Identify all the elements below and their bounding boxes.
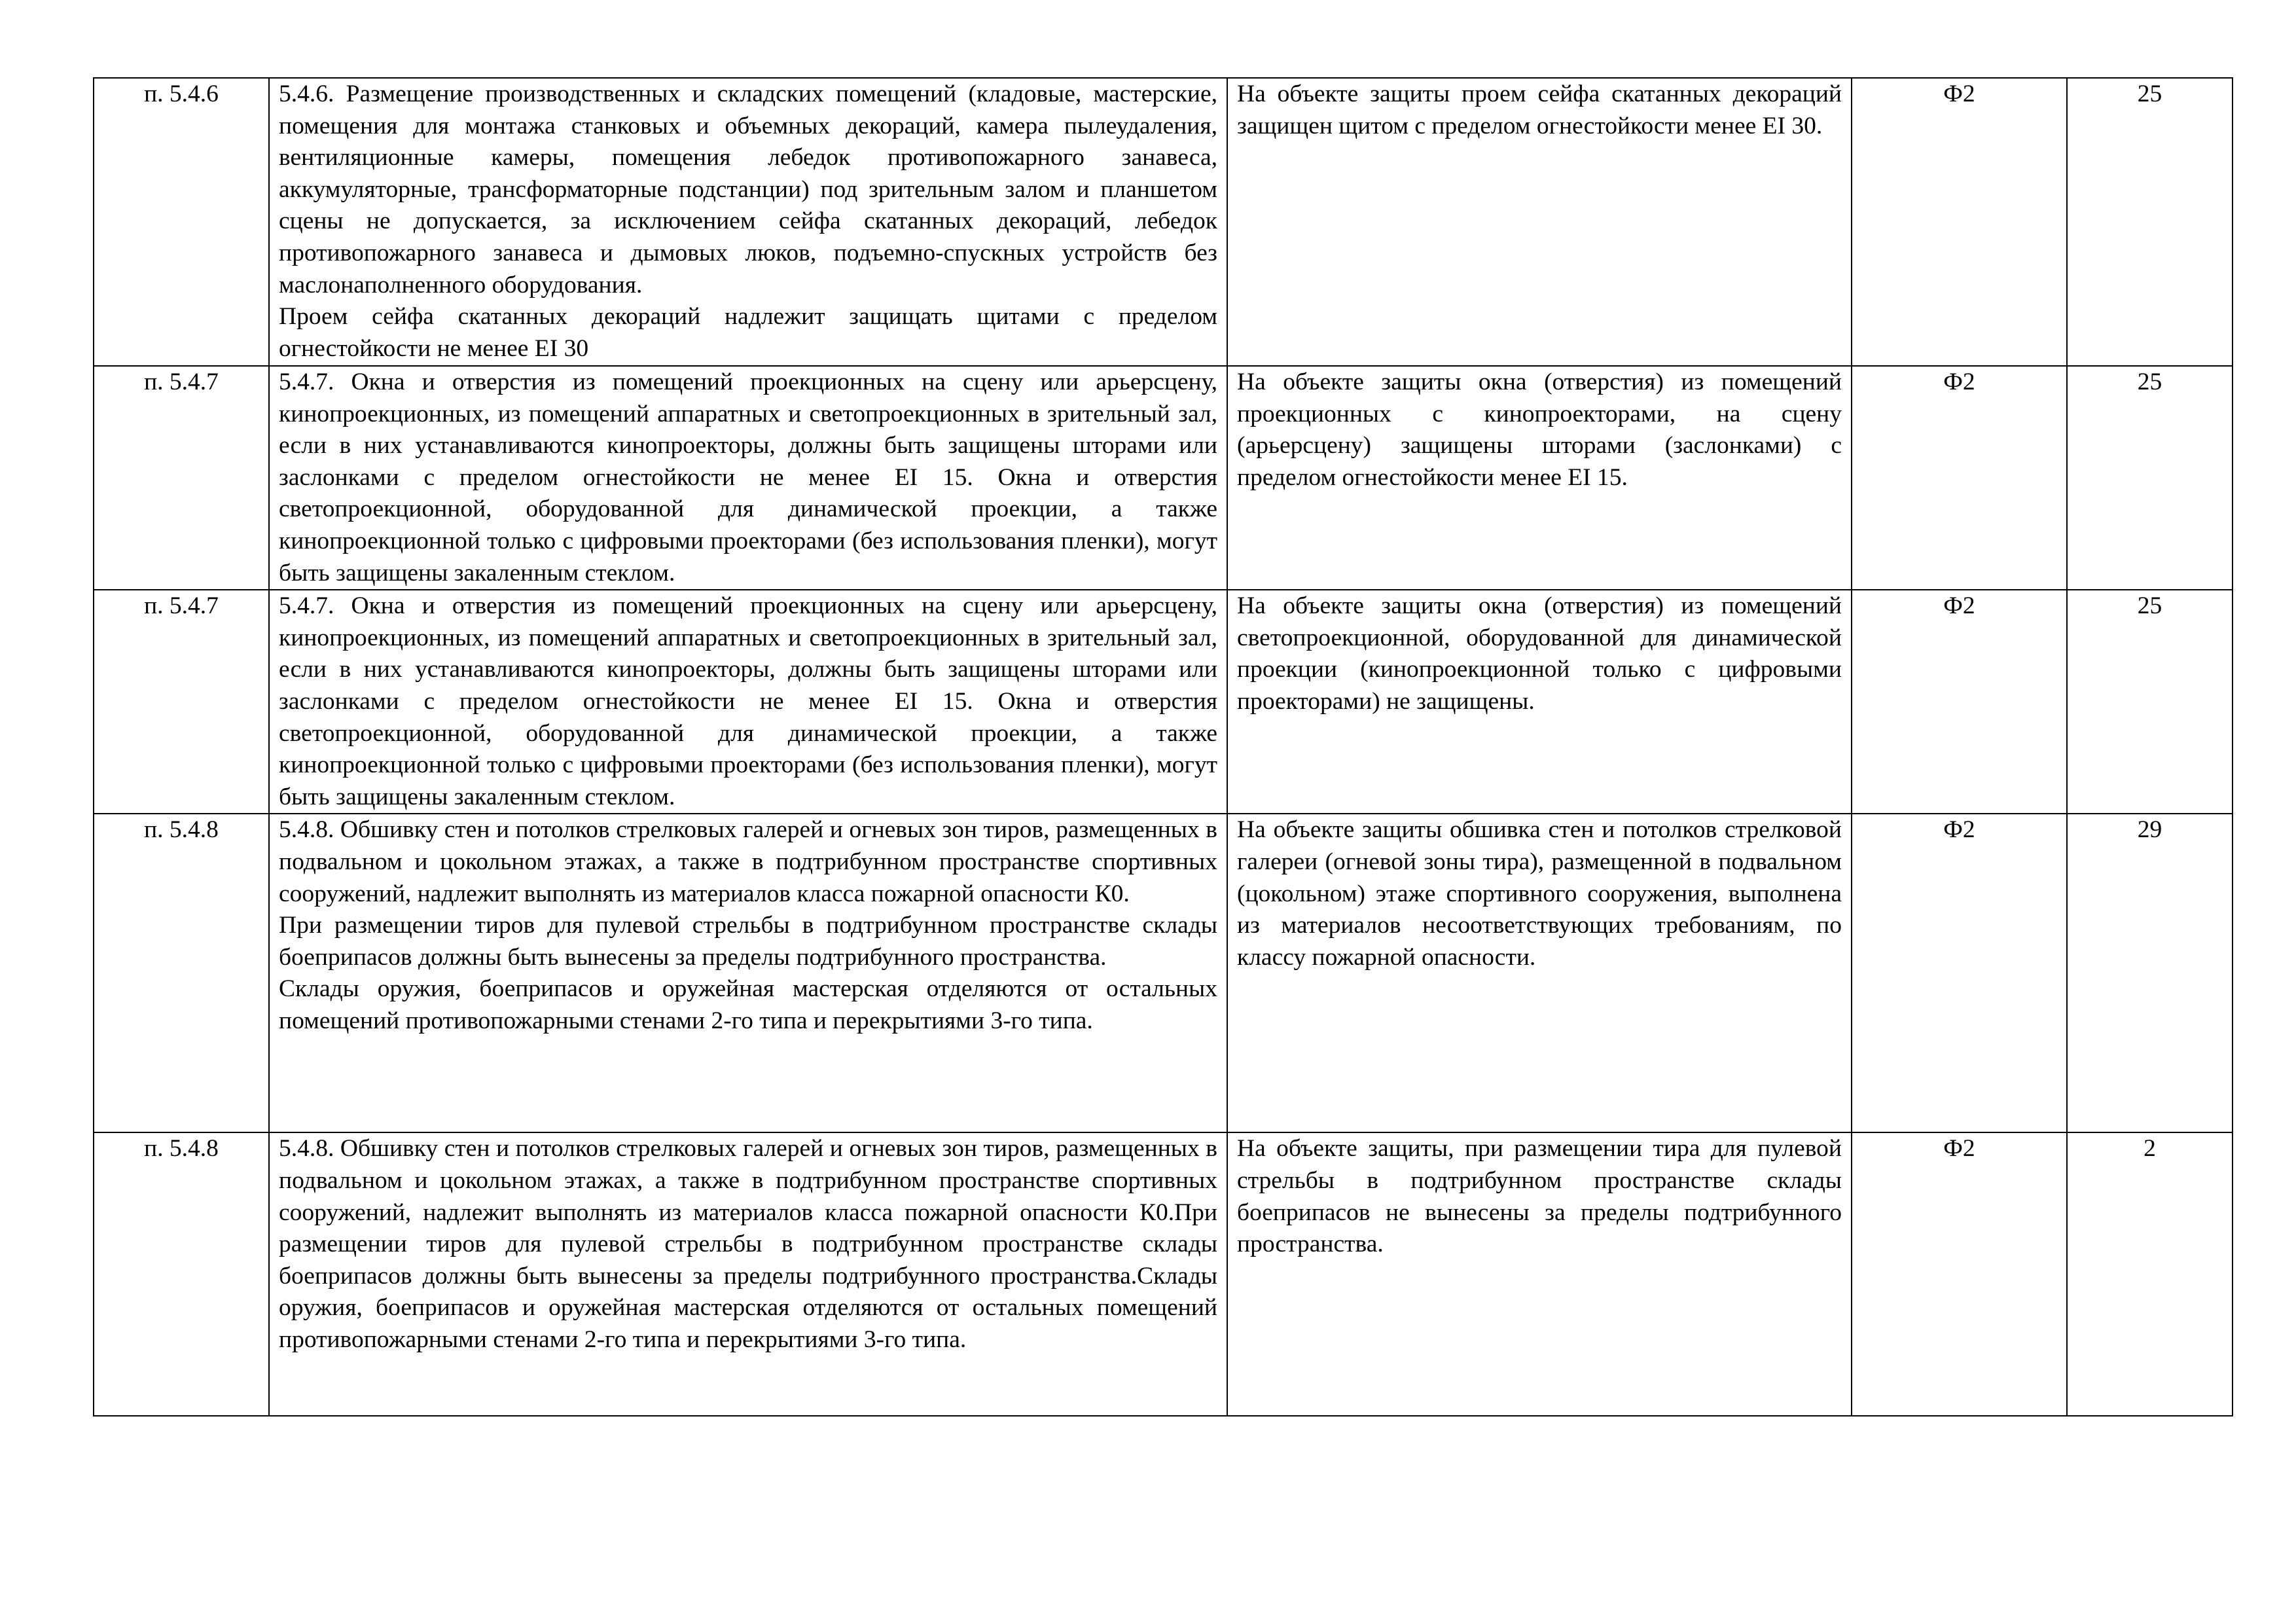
clause-reference: п. 5.4.6	[94, 78, 269, 366]
class-code: Ф2	[1852, 590, 2067, 814]
requirement-text	[269, 590, 1227, 814]
class-code: Ф2	[1852, 814, 2067, 1132]
table-row	[94, 78, 2233, 366]
clause-reference: п. 5.4.7	[94, 590, 269, 814]
requirement-text	[269, 1132, 1227, 1416]
clause-reference: п. 5.4.8	[94, 814, 269, 1132]
violation-text: На объекте защиты обшивка стен и потолков стрелковой галереи (огневой зоны тира), размещенной в подвальном (цокольном) этаже спортивного сооружения, выполнена из материалов несоответствующих требованиям, по классу пожарной опасности.	[1227, 814, 1852, 1132]
requirement-paragraph: Проем сейфа скатанных декораций надлежит защищать щитами с пределом огнестойкости не менее EI 30	[279, 303, 1217, 362]
requirement-paragraph: Склады оружия, боеприпасов и оружейная мастерская отделяются от остальных помещений противопожарными стенами 2-го типа и перекрытиями 3-го типа.	[279, 975, 1217, 1034]
requirement-text	[269, 814, 1227, 1132]
class-code: Ф2	[1852, 1132, 2067, 1416]
requirement-text	[269, 366, 1227, 590]
requirement-paragraph: При размещении тиров для пулевой стрельбы в подтрибунном пространстве склады боеприпасов должны быть вынесены за пределы подтрибунного пространства.	[279, 912, 1217, 971]
class-code: Ф2	[1852, 366, 2067, 590]
item-number: 25	[2067, 366, 2233, 590]
violation-text: На объекте защиты проем сейфа скатанных декораций защищен щитом с пределом огнестойкости менее EI 30.	[1227, 78, 1852, 366]
item-number: 29	[2067, 814, 2233, 1132]
clause-reference: п. 5.4.7	[94, 366, 269, 590]
requirement-paragraph: 5.4.7. Окна и отверстия из помещений проекционных на сцену или арьерсцену, кинопроекционных, из помещений аппаратных и светопроекционных в зрительный зал, если в них устанавливаются кинопроекторы, должны быть защищены шторами или заслонками с пределом огнестойкости не менее EI 15. Окна и отверстия светопроекционной, оборудованной для динамической проекции, а также кинопроекционной только с цифровыми проекторами (без использования пленки), могут быть защищены закаленным стеклом.	[279, 592, 1217, 810]
table-row	[94, 590, 2233, 814]
violation-text: На объекте защиты, при размещении тира для пулевой стрельбы в подтрибунном пространстве склады боеприпасов не вынесены за пределы подтрибунного пространства.	[1227, 1132, 1852, 1416]
violation-text: На объекте защиты окна (отверстия) из помещений светопроекционной, оборудованной для динамической проекции (кинопроекционной только с цифровыми проекторами) не защищены.	[1227, 590, 1852, 814]
table-row	[94, 366, 2233, 590]
class-code: Ф2	[1852, 78, 2067, 366]
requirement-paragraph: 5.4.8. Обшивку стен и потолков стрелковых галерей и огневых зон тиров, размещенных в подвальном и цокольном этажах, а также в подтрибунном пространстве спортивных сооружений, надлежит выполнять из материалов класса пожарной опасности К0.	[279, 816, 1217, 907]
item-number: 2	[2067, 1132, 2233, 1416]
violation-text: На объекте защиты окна (отверстия) из помещений проекционных с кинопроекторами, на сцену (арьерсцену) защищены шторами (заслонками) с пределом огнестойкости менее EI 15.	[1227, 366, 1852, 590]
requirement-paragraph: 5.4.7. Окна и отверстия из помещений проекционных на сцену или арьерсцену, кинопроекционных, из помещений аппаратных и светопроекционных в зрительный зал, если в них устанавливаются кинопроекторы, должны быть защищены шторами или заслонками с пределом огнестойкости не менее EI 15. Окна и отверстия светопроекционной, оборудованной для динамической проекции, а также кинопроекционной только с цифровыми проекторами (без использования пленки), могут быть защищены закаленным стеклом.	[279, 369, 1217, 586]
requirement-text	[269, 78, 1227, 366]
clause-reference: п. 5.4.8	[94, 1132, 269, 1416]
table-row	[94, 1132, 2233, 1416]
table-row	[94, 814, 2233, 1132]
item-number: 25	[2067, 590, 2233, 814]
item-number: 25	[2067, 78, 2233, 366]
requirements-table	[93, 77, 2233, 1416]
requirement-paragraph: 5.4.8. Обшивку стен и потолков стрелковых галерей и огневых зон тиров, размещенных в подвальном и цокольном этажах, а также в подтрибунном пространстве спортивных сооружений, надлежит выполнять из материалов класса пожарной опасности К0.При размещении тиров для пулевой стрельбы в подтрибунном пространстве склады боеприпасов должны быть вынесены за пределы подтрибунного пространства.Склады оружия, боеприпасов и оружейная мастерская отделяются от остальных помещений противопожарными стенами 2-го типа и перекрытиями 3-го типа.	[279, 1135, 1217, 1353]
requirement-paragraph: 5.4.6. Размещение производственных и складских помещений (кладовые, мастерские, помещения для монтажа станковых и объемных декораций, камера пылеудаления, вентиляционные камеры, помещения лебедок противопожарного занавеса, аккумуляторные, трансформаторные подстанции) под зрительным залом и планшетом сцены не допускается, за исключением сейфа скатанных декораций, лебедок противопожарного занавеса и дымовых люков, подъемно-спускных устройств без маслонаполненного оборудования.	[279, 81, 1217, 298]
